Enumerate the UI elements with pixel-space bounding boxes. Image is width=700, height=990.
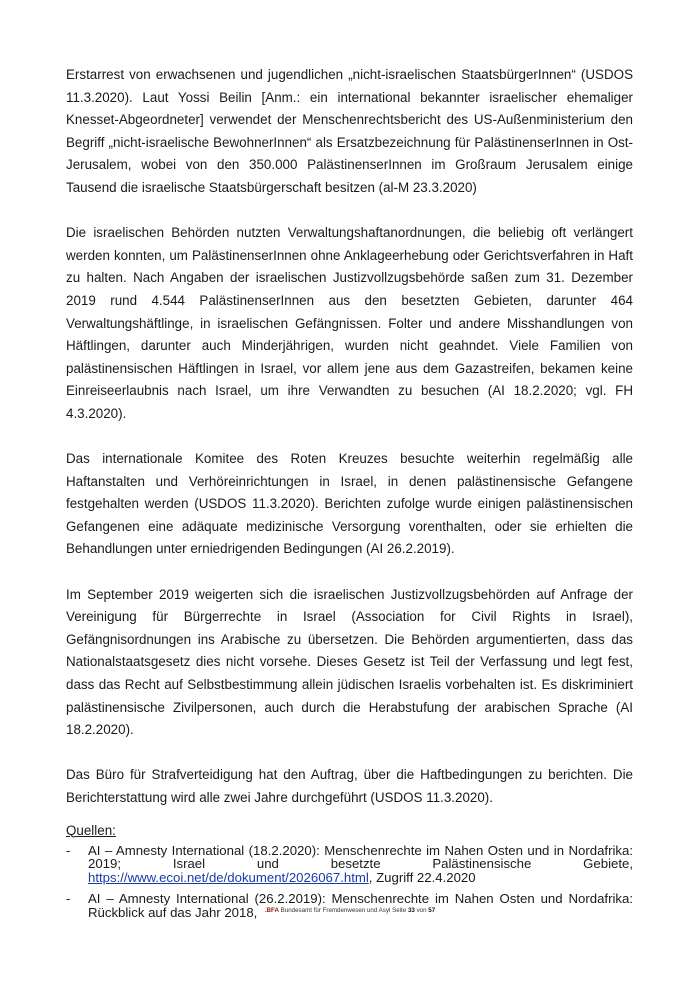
source-access-date: , Zugriff 22.4.2020 xyxy=(368,869,476,885)
source-text: AI – Amnesty International (18.2.2020): Menschenrechte im Nahen Osten und in Nordafrika: 2019; Israel und besetzte Palästinensische Gebiete, xyxy=(88,842,633,872)
sources-heading: Quellen: xyxy=(66,822,116,838)
footer-total-pages: 57 xyxy=(428,907,436,914)
source-item xyxy=(66,892,633,919)
source-item xyxy=(66,844,633,885)
page-footer xyxy=(0,907,700,914)
source-link[interactable]: https://www.ecoi.net/de/dokument/2026067.html xyxy=(88,869,369,885)
paragraph-defense-office: Das Büro für Strafverteidigung hat den Auftrag, über die Haftbedingungen zu berichten. Die Berichterstattung wird alle zwei Jahre durchgeführt (USDOS 11.3.2020). xyxy=(66,767,633,805)
paragraph-prison-regulations: Im September 2019 weigerten sich die israelischen Justizvollzugsbehörden auf Anfrage der Vereinigung für Bürgerrechte in Israel (Association for Civil Rights in Israel), Gefängnisordnungen ins Arabische zu übersetzen. Die Behörden argumentierten, dass das Nationalstaatsgesetz dies nicht vorsehe. Dieses Gesetz ist Teil der Verfassung und legt fest, dass das Recht auf Selbstbestimmung allein jüdischen Israelis vorbehalten ist. Es diskriminiert palästinensische Zivilpersonen, auch durch die Herabstufung der arabischen Sprache (AI 18.2.2020). xyxy=(66,586,633,738)
paragraph-administrative-detention: Die israelischen Behörden nutzten Verwaltungshaftanordnungen, die beliebig oft verlängert werden konnten, um PalästinenserInnen ohne Anklageerhebung oder Gerichtsverfahren in Haft zu halten. Nach Angaben der israelischen Justizvollzugsbehörde saßen zum 31. Dezember 2019 rund 4.544 PalästinenserInnen aus den besetzten Gebieten, darunter 464 Verwaltungshäftlinge, in israelischen Gefängnissen. Folter und andere Misshandlungen von Häftlingen, darunter auch Minderjährigen, wurden nicht geahndet. Viele Familien von palästinensischen Häftlingen in Israel, vor allem jene aus dem Gazastreifen, bekamen keine Einreiseerlaubnis nach Israel, um ihre Verwandten zu besuchen (AI 18.2.2020; vgl. FH 4.3.2020). xyxy=(66,225,633,421)
bfa-logo: .BFA xyxy=(264,907,279,914)
source-text: AI – Amnesty International (26.2.2019): Menschenrechte im Nahen Osten und Nordafrika: Rückblick auf das Jahr 2018, xyxy=(88,891,633,920)
list-dash: - xyxy=(66,842,71,858)
paragraph-red-cross: Das internationale Komitee des Roten Kreuzes besuchte weiterhin regelmäßig alle Haftanstalten und Verhöreinrichtungen in Israel, in denen palästinensische Gefangene festgehalten werden (USDOS 11.3.2020). Berichten zufolge wurde einigen palästinensischen Gefangenen eine adäquate medizinische Versorgung vorenthalten, oder sie erhielten die Behandlungen unter erniedrigenden Bedingungen (AI 26.2.2019). xyxy=(66,451,633,557)
list-dash: - xyxy=(66,891,71,907)
document-page xyxy=(66,64,633,928)
footer-page-label: Seite xyxy=(392,907,407,914)
footer-org: Bundesamt für Fremdenwesen und Asyl xyxy=(280,907,391,914)
paragraph-detention-minors: Erstarrest von erwachsenen und jugendlichen „nicht-israelischen StaatsbürgerInnen“ (USDOS 11.3.2020). Laut Yossi Beilin [Anm.: ein international bekannter israelischer ehemaliger Knesset-Abgeordneter] verwendet der Menschenrechtsbericht des US-Außenministerium den Begriff „nicht-israelische BewohnerInnen“ als Ersatzbezeichnung für PalästinenserInnen in Ost-Jerusalem, wobei von den 350.000 PalästinenserInnen im Großraum Jerusalem einige Tausend die israelische Staatsbürgerschaft besitzen (al-M 23.3.2020) xyxy=(66,67,633,195)
footer-page-number: 33 xyxy=(407,907,415,914)
footer-of-label: von xyxy=(416,907,427,914)
